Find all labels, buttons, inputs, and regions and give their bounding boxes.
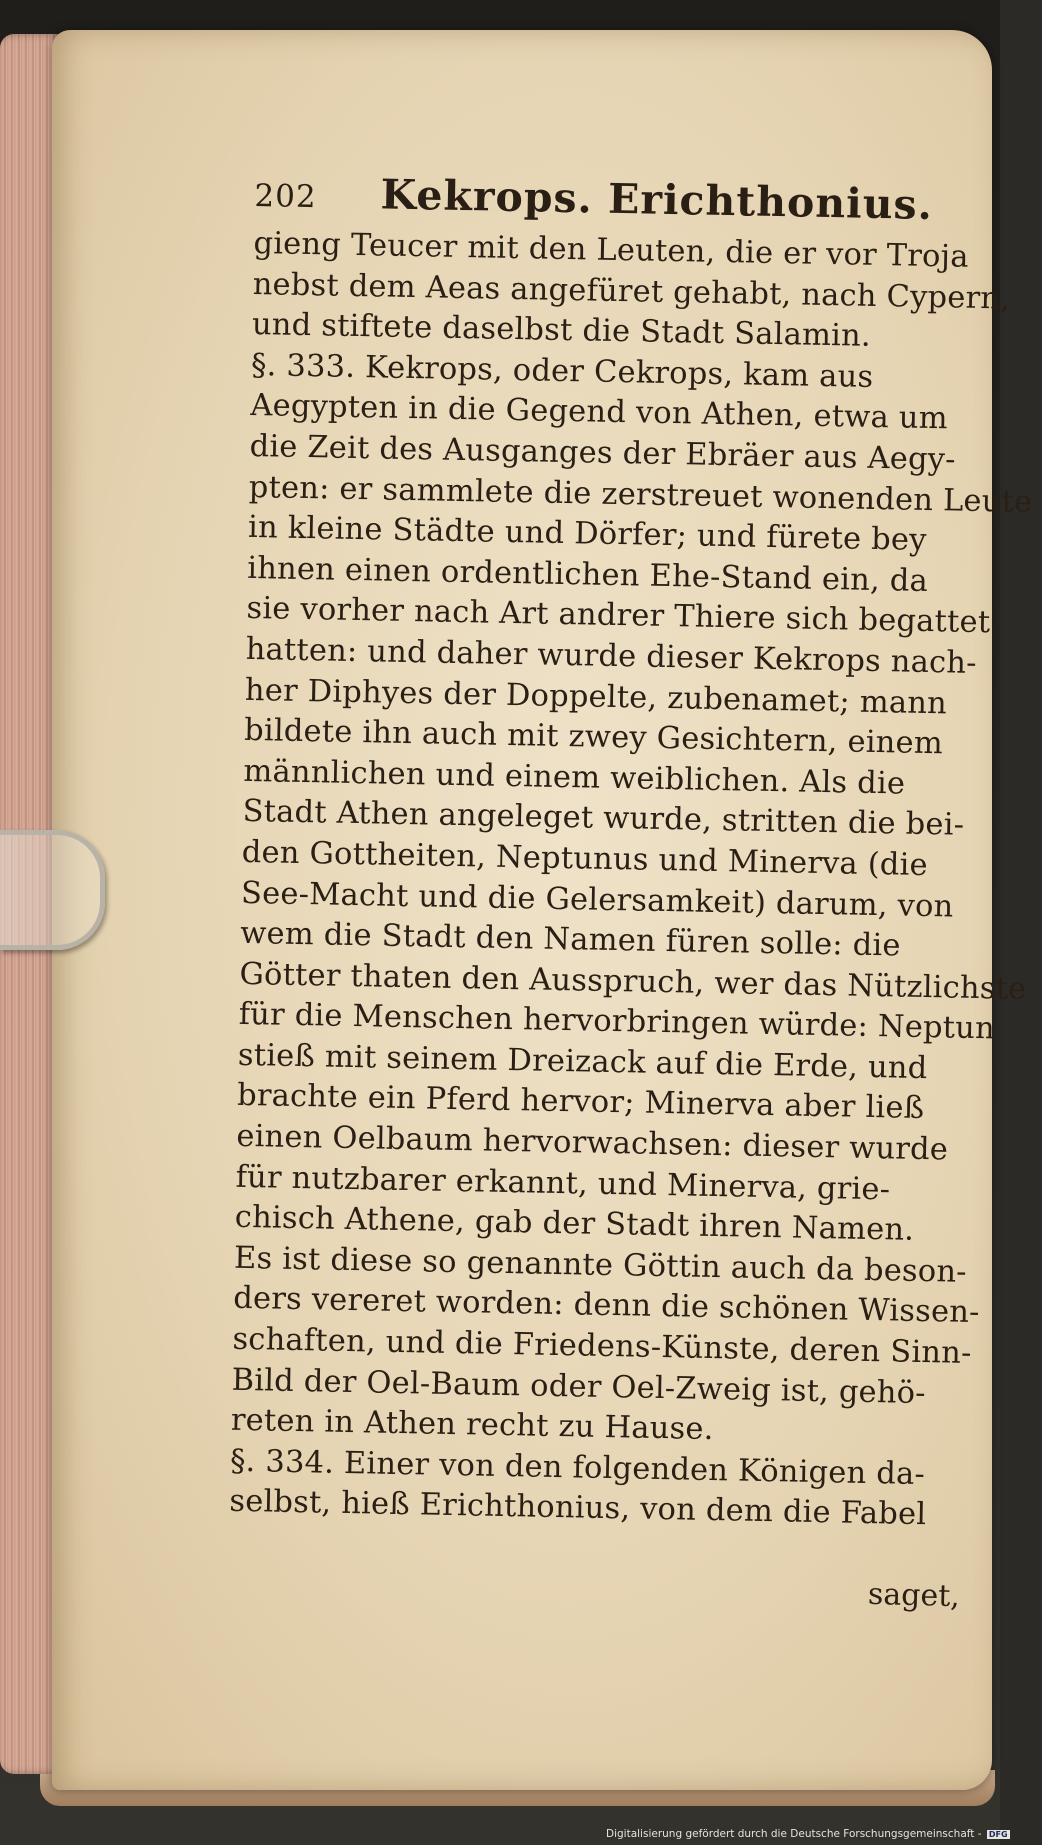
body-text [229,224,1033,1537]
text-line: pten: er sammlete die zerstreuet wonenden Leute [248,469,1033,520]
text-line: §. 333. Kekrops, oder Cekrops, kam aus [250,347,874,395]
text-line: Es ist diese so genannte Göttin auch da beson- [233,1240,968,1290]
text-line: einen Oelbaum hervorwachsen: dieser wurde [236,1118,949,1168]
text-line: ders vereret worden: denn die schönen Wissen- [232,1281,980,1331]
digitization-credit [606,1828,1010,1840]
text-line: her Diphyes der Doppelte, zubenamet; mann [244,672,948,721]
text-line: für die Menschen hervorbringen würde: Neptun [238,997,996,1047]
text-line: Bild der Oel-Baum oder Oel-Zweig ist, gehö- [231,1362,927,1411]
text-line: die Zeit des Ausganges der Ebräer aus Aegy- [249,428,956,478]
text-line: nebst dem Aeas angefüret gehabt, nach Cypern, [252,266,1011,317]
text-line: reten in Athen recht zu Hause. [230,1402,714,1448]
text-line: brachte ein Pferd hervor; Minerva aber ließ [236,1078,925,1127]
text-line: männlichen und einem weiblichen. Als die [243,753,906,802]
text-line: und stiftete daselbst die Stadt Salamin. [251,307,872,355]
text-line: Aegypten in die Gegend von Athen, etwa um [250,388,949,437]
text-line: schaften, und die Friedens-Künste, deren Sinn- [232,1321,972,1372]
text-line: See-Macht und die Gelersamkeit) darum, von [240,875,954,925]
text-line: den Gottheiten, Neptunus und Minerva (die [241,834,929,883]
running-title: Kekrops. Erichthonius. [380,170,934,230]
text-line: §. 334. Einer von den folgenden Königen da- [229,1443,926,1492]
dfg-logo: DFG [988,1830,1008,1839]
text-line: bildete ihn auch mit zwey Gesichtern, einem [243,713,944,762]
page-number: 202 [254,177,317,216]
text-line: für nutzbarer erkannt, und Minerva, grie- [235,1159,891,1208]
text-line: ihnen einen ordentlichen Ehe-Stand ein, da [246,550,929,599]
credit-text: Digitalisierung gefördert durch die Deutsche Forschungsgemeinschaft - [606,1828,982,1840]
page-clip [0,830,105,950]
text-line: selbst, hieß Erichthonius, von dem die Fabel [229,1484,927,1533]
text-line: Stadt Athen angeleget wurde, stritten die bei- [242,794,965,844]
text-line: gieng Teucer mit den Leuten, die er vor Troja [253,225,970,275]
text-line: chisch Athene, gab der Stadt ihren Namen. [234,1200,915,1249]
page-text [229,168,1033,1537]
text-line: hatten: und daher wurde dieser Kekrops nach- [245,631,978,681]
text-line: stieß mit seinem Dreizack auf die Erde, und [237,1037,928,1086]
text-line: sie vorher nach Art andrer Thiere sich begattet [246,591,991,641]
text-line: Götter thaten den Ausspruch, wer das Nützlichste [239,956,1027,1007]
catchword: saget, [867,1576,961,1615]
text-line: wem die Stadt den Namen füren solle: die [239,915,902,964]
text-line: in kleine Städte und Dörfer; und fürete bey [247,510,927,559]
